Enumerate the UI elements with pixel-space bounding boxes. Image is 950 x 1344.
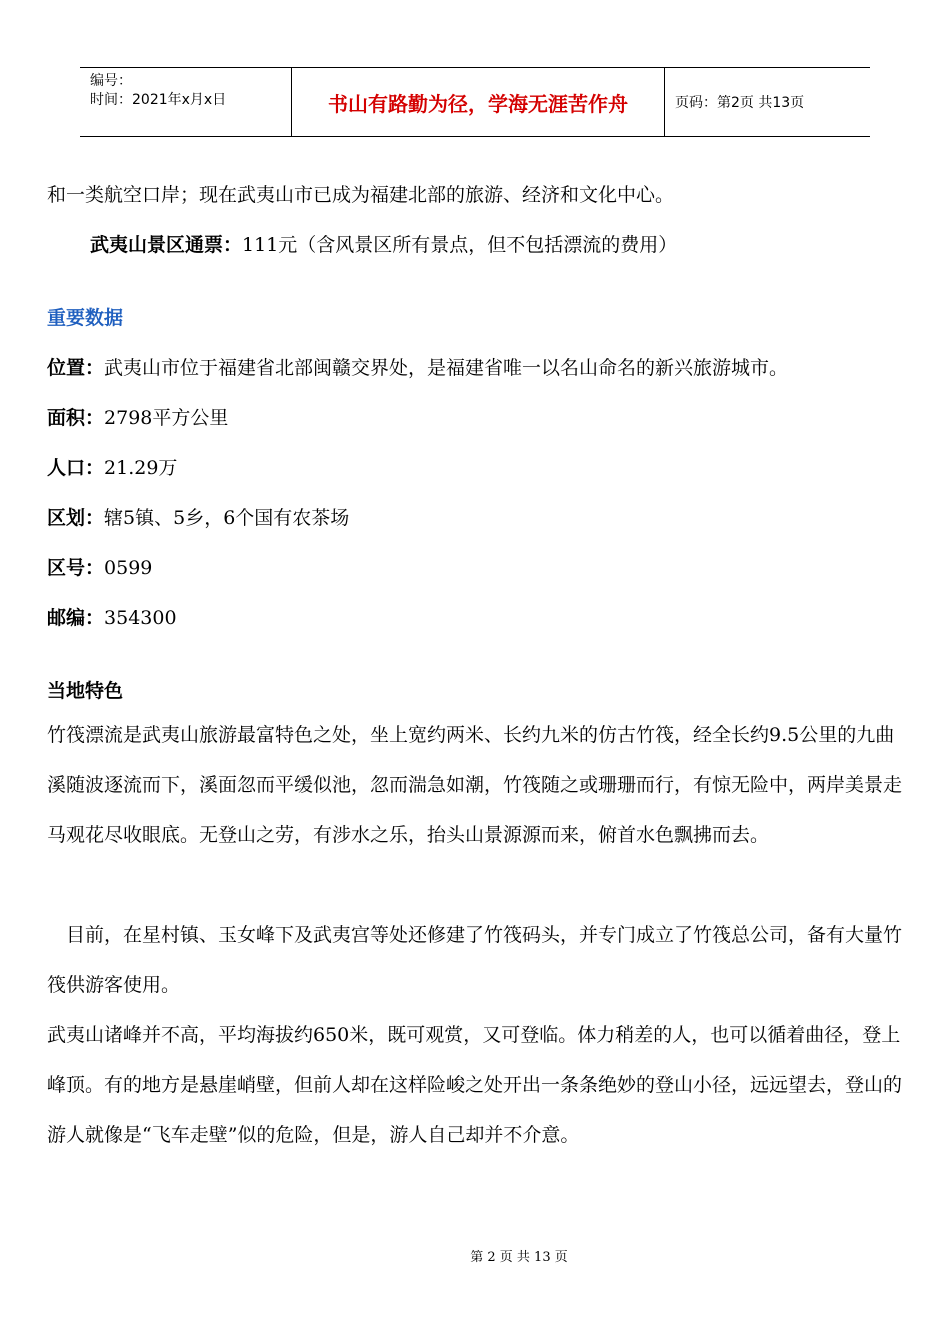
fact-label: 区号： xyxy=(47,557,105,579)
fact-area-code xyxy=(47,553,152,580)
paragraph-peaks: 武夷山诸峰并不高，平均海拔约650米，既可观赏，又可登临。体力稍差的人，也可以循着曲径，登上峰顶。有的地方是悬崖峭壁，但前人却在这样险峻之处开出一条条绝妙的登山小径，远远望去，登山的游人就像是“飞车走壁”似的危险，但是，游人自己却并不介意。 xyxy=(47,1024,903,1146)
paragraph-docks: 目前，在星村镇、玉女峰下及武夷宫等处还修建了竹筏码头，并专门成立了竹筏总公司，备有大量竹筏供游客使用。 xyxy=(47,924,903,996)
fact-label: 位置： xyxy=(47,357,105,379)
paragraph-rafting: 竹筏漂流是武夷山旅游最富特色之处，坐上宽约两米、长约九米的仿古竹筏，经全长约9.5公里的九曲溪随波逐流而下，溪面忽而平缓似池，忽而湍急如潮，竹筏随之或珊珊而行，有惊无险中，两岸美景走马观花尽收眼底。无登山之劳，有涉水之乐，抬头山景源源而来，俯首水色飘拂而去。 xyxy=(47,724,903,846)
ticket-line xyxy=(90,230,677,257)
fact-postcode xyxy=(47,603,177,630)
fact-value: 武夷山市位于福建省北部闽赣交界处，是福建省唯一以名山命名的新兴旅游城市。 xyxy=(104,357,789,379)
header-left-cell xyxy=(80,68,292,136)
fact-value: 2798平方公里 xyxy=(104,407,229,429)
fact-label: 面积： xyxy=(47,407,105,429)
header-table xyxy=(80,67,870,137)
fact-value: 354300 xyxy=(104,607,177,629)
serial-label: 编号： xyxy=(90,73,132,89)
fact-label: 人口： xyxy=(47,457,105,479)
fact-location xyxy=(47,353,788,380)
intro-line: 和一类航空口岸；现在武夷山市已成为福建北部的旅游、经济和文化中心。 xyxy=(47,184,675,206)
fact-population xyxy=(47,453,177,480)
section-heading-important: 重要数据 xyxy=(47,307,124,329)
ticket-label: 武夷山景区通票： xyxy=(90,234,243,256)
fact-value: 21.29万 xyxy=(104,457,178,479)
motto: 书山有路勤为径，学海无涯苦作舟 xyxy=(292,68,665,136)
fact-division xyxy=(47,503,349,530)
page-footer: 第 2 页 共 13 页 xyxy=(470,1250,568,1265)
fact-area xyxy=(47,403,228,430)
fact-value: 0599 xyxy=(104,557,153,579)
ticket-value: 111元（含风景区所有景点，但不包括漂流的费用） xyxy=(242,234,678,256)
page-info: 页码：第2页 共13页 xyxy=(675,95,805,111)
fact-label: 区划： xyxy=(47,507,105,529)
date-label: 时间：2021年x月x日 xyxy=(90,92,227,108)
section-heading-local: 当地特色 xyxy=(47,680,124,702)
fact-value: 辖5镇、5乡，6个国有农茶场 xyxy=(104,507,350,529)
fact-label: 邮编： xyxy=(47,607,105,629)
